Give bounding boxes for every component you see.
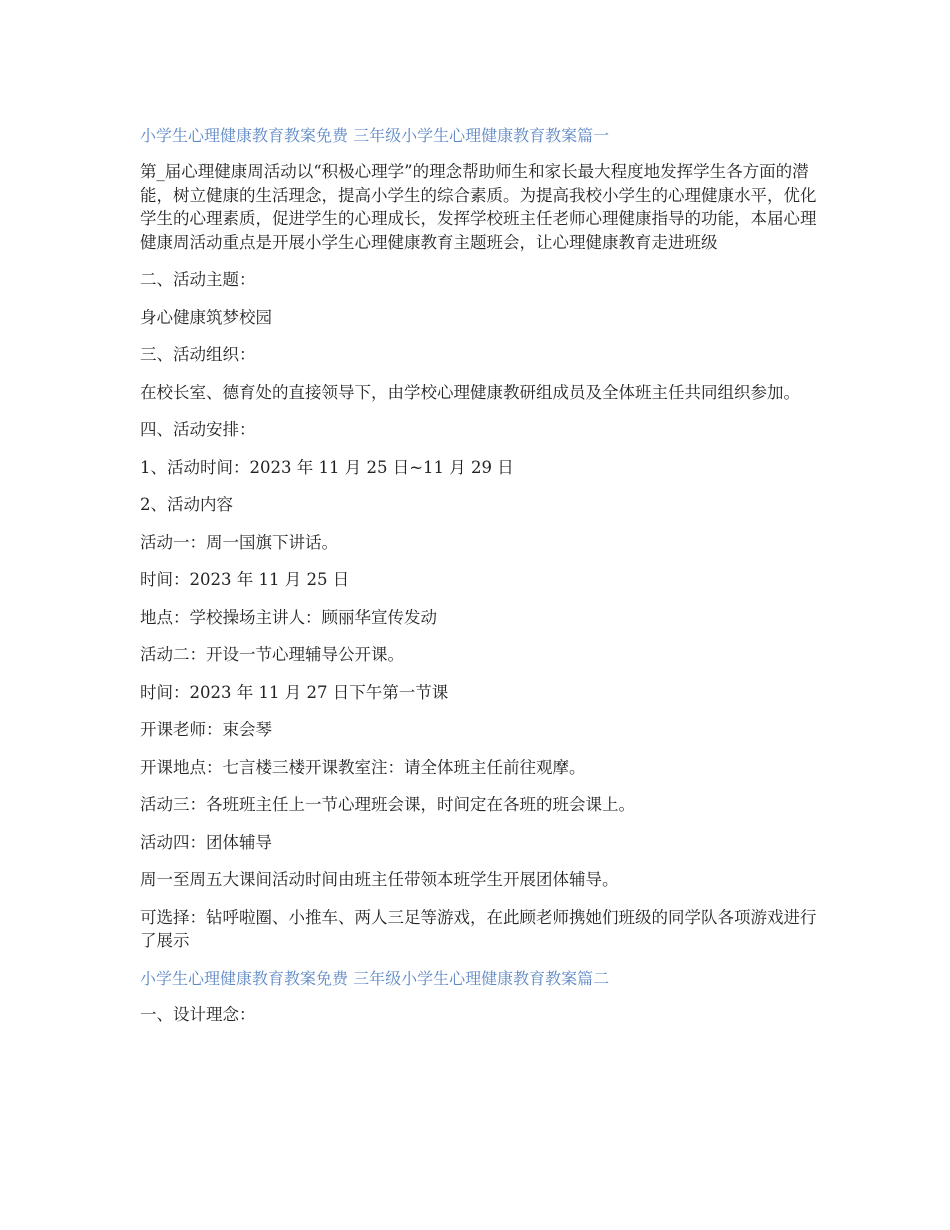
section-heading-2[interactable]: 小学生心理健康教育教案免费 三年级小学生心理健康教育教案篇二	[140, 968, 610, 988]
schedule-time: 1、活动时间：2023 年 11 月 25 日~11 月 29 日	[140, 457, 514, 477]
section-title-theme: 二、活动主题：	[140, 270, 256, 289]
activity-2-teacher: 开课老师：束会琴	[140, 720, 272, 739]
organization-text: 在校长室、德育处的直接领导下，由学校心理健康教研组成员及全体班主任共同组织参加。	[140, 382, 800, 402]
section-title-organization: 三、活动组织：	[140, 345, 256, 364]
activity-1: 活动一：周一国旗下讲话。	[140, 532, 338, 552]
schedule-content: 2、活动内容	[140, 495, 233, 514]
intro-paragraph: 第_届心理健康周活动以“积极心理学”的理念帮助师生和家长最大程度地发挥学生各方面的潜能，树立健康的生活理念，提高小学生的综合素质。为提高我校小学生的心理健康水平，优化学生的心理素质，促进学生的心理成长，发挥学校班主任老师心理健康指导的功能，本届心理健康周活动重点是开展小学生心理健康教育主题班会，让心理健康教育走进班级	[140, 162, 817, 252]
activity-1-time: 时间：2023 年 11 月 25 日	[140, 570, 350, 589]
document-page	[140, 124, 818, 1040]
activity-4-options: 可选择：钻呼啦圈、小推车、两人三足等游戏，在此顾老师携她们班级的同学队各项游戏进行了展示	[140, 907, 817, 950]
activity-4: 活动四：团体辅导	[140, 832, 272, 852]
section-title-design: 一、设计理念：	[140, 1004, 256, 1024]
theme-text: 身心健康筑梦校园	[140, 307, 272, 327]
activity-1-place: 地点：学校操场主讲人：顾丽华宣传发动	[140, 607, 437, 627]
activity-3: 活动三：各班班主任上一节心理班会课，时间定在各班的班会课上。	[140, 795, 635, 814]
section-heading-1[interactable]: 小学生心理健康教育教案免费 三年级小学生心理健康教育教案篇一	[140, 126, 610, 145]
activity-2-place: 开课地点：七言楼三楼开课教室注：请全体班主任前往观摩。	[140, 757, 586, 777]
section-title-schedule: 四、活动安排：	[140, 420, 256, 439]
activity-4-detail: 周一至周五大课间活动时间由班主任带领本班学生开展团体辅导。	[140, 870, 619, 889]
activity-2-time: 时间：2023 年 11 月 27 日下午第一节课	[140, 682, 449, 702]
activity-2: 活动二：开设一节心理辅导公开课。	[140, 645, 404, 664]
